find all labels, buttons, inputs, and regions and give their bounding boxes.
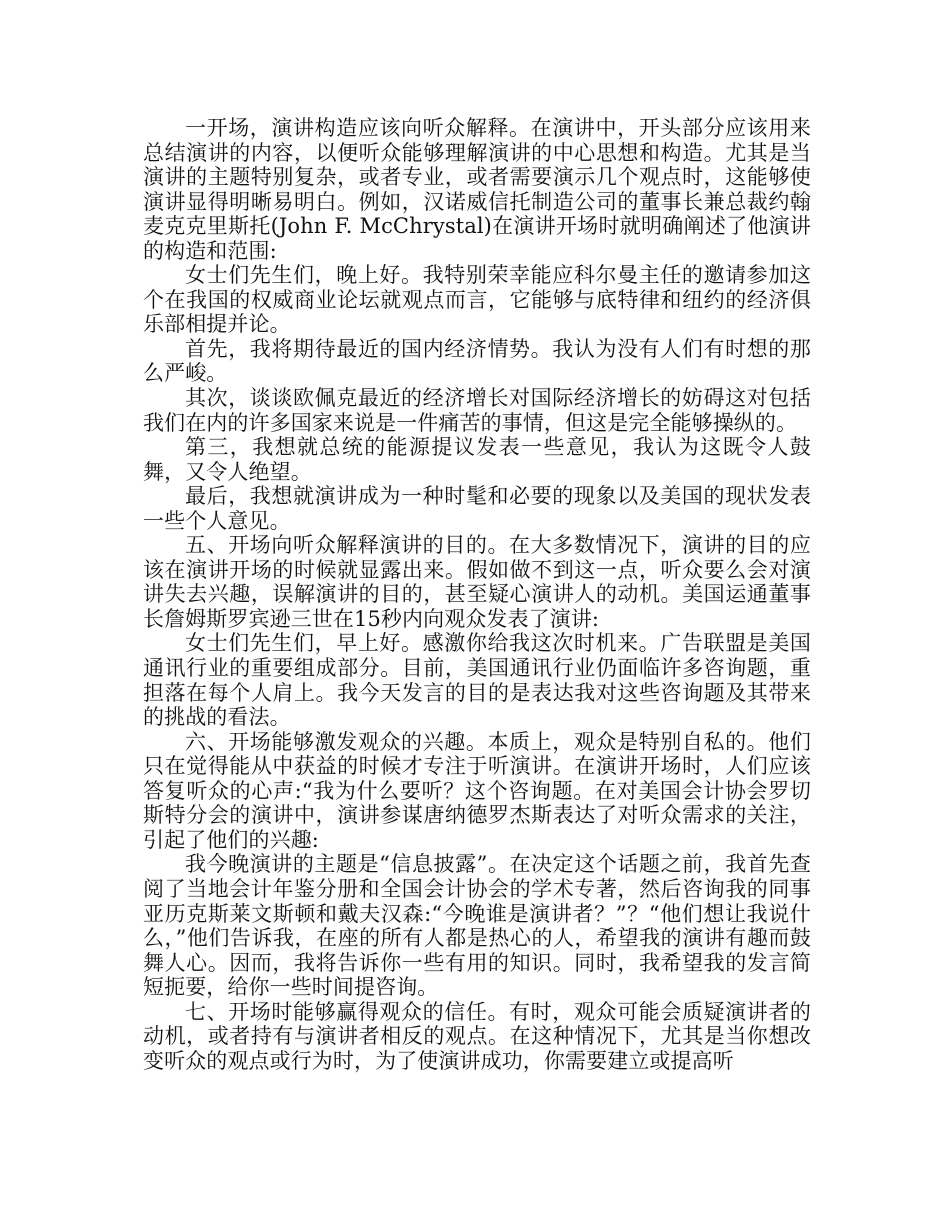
paragraph-quote-greeting: 女士们先生们，晚上好。我特别荣幸能应科尔曼主任的邀请参加这个在我国的权威商业论坛就观点而言，它能够与底特律和纽约的经济俱乐部相提并论。 bbox=[143, 263, 811, 337]
paragraph-section-six: 六、开场能够激发观众的兴趣。本质上，观众是特别自私的。他们只在觉得能从中获益的时候才专注于听演讲。在演讲开场时，人们应该答复听众的心声:“我为什么要听？这个咨询题。在对美国会计协会罗切斯特分会的演讲中，演讲参谋唐纳德罗杰斯表达了对听众需求的关注，引起了他们的兴趣: bbox=[143, 729, 811, 852]
paragraph-quote-third: 第三，我想就总统的能源提议发表一些意见，我认为这既令人鼓舞，又令人绝望。 bbox=[143, 435, 811, 484]
paragraph-quote-first: 首先，我将期待最近的国内经济情势。我认为没有人们有时想的那么严峻。 bbox=[143, 336, 811, 386]
paragraph-section-five: 五、开场向听众解释演讲的目的。在大多数情况下，演讲的目的应该在演讲开场的时候就显露出来。假如做不到这一点，听众要么会对演讲失去兴趣，误解演讲的目的，甚至疑心演讲人的动机。美国运通董事长詹姆斯罗宾逊三世在15秒内向观众发表了演讲: bbox=[143, 533, 811, 631]
paragraph-section-seven: 七、开场时能够赢得观众的信任。有时，观众可能会质疑演讲者的动机，或者持有与演讲者相反的观点。在这种情况下，尤其是当你想改变听众的观点或行为时，为了使演讲成功，你需要建立或提高听 bbox=[143, 999, 811, 1073]
paragraph-intro-structure: 一开场，演讲构造应该向听众解释。在演讲中，开头部分应该用来总结演讲的内容，以便听众能够理解演讲的中心思想和构造。尤其是当演讲的主题特别复杂，或者专业，或者需要演示几个观点时，这能够使演讲显得明晰易明白。例如，汉诺威信托制造公司的董事长兼总裁约翰麦克克里斯托(John F. McChrystal)在演讲开场时就明确阐述了他演讲的构造和范围: bbox=[143, 116, 811, 263]
paragraph-quote-last: 最后，我想就演讲成为一种时髦和必要的现象以及美国的现状发表一些个人意见。 bbox=[143, 484, 811, 533]
document-body bbox=[143, 116, 811, 1073]
paragraph-quote-disclosure: 我今晚演讲的主题是“信息披露”。在决定这个话题之前，我首先查阅了当地会计年鉴分册和全国会计协会的学术专著，然后咨询我的同事亚历克斯莱文斯顿和戴夫汉森:“今晚谁是演讲者？”？“他们想让我说什么，”他们告诉我，在座的所有人都是热心的人，希望我的演讲有趣而鼓舞人心。因而，我将告诉你一些有用的知识。同时，我希望我的发言简短扼要，给你一些时间提咨询。 bbox=[143, 852, 811, 1000]
paragraph-quote-second: 其次，谈谈欧佩克最近的经济增长对国际经济增长的妨碍这对包括我们在内的许多国家来说是一件痛苦的事情，但这是完全能够操纵的。 bbox=[143, 386, 811, 435]
paragraph-quote-morning: 女士们先生们，早上好。感激你给我这次时机来。广告联盟是美国通讯行业的重要组成部分。目前，美国通讯行业仍面临许多咨询题，重担落在每个人肩上。我今天发言的目的是表达我对这些咨询题及其带来的挑战的看法。 bbox=[143, 631, 811, 730]
